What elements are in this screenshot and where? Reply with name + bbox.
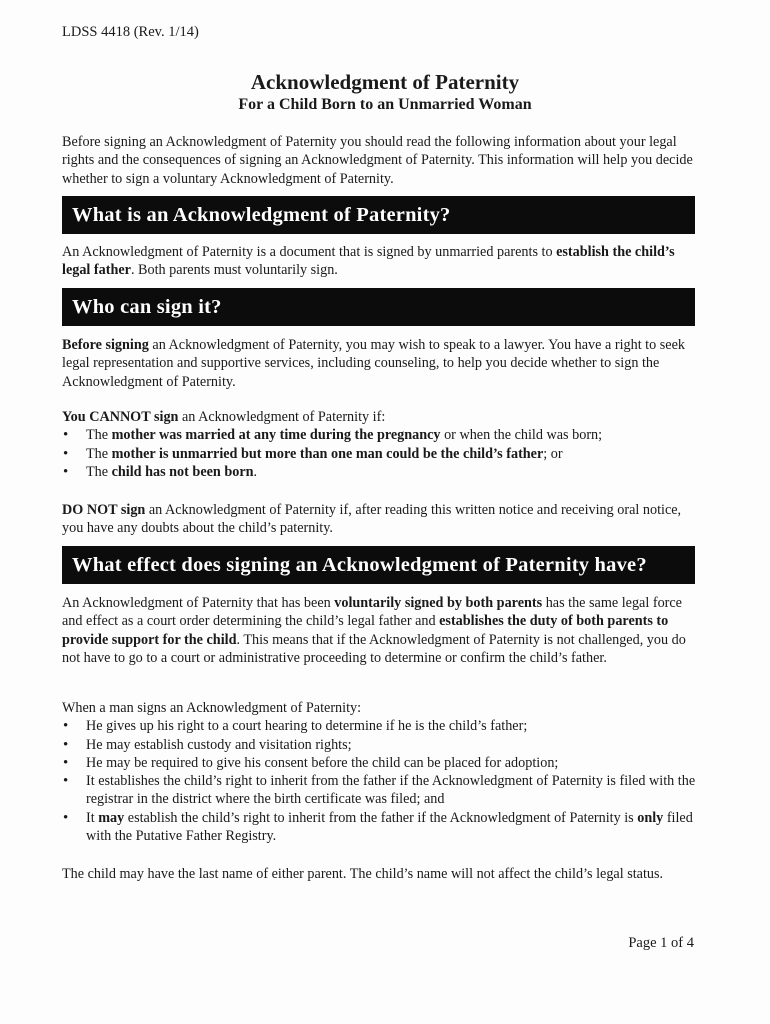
when-man-signs-list: [62, 699, 702, 845]
page-subtitle: For a Child Born to an Unmarried Woman: [238, 96, 532, 113]
list-item: • He may be required to give his consent before the child can be placed for adoption;: [62, 754, 702, 772]
list-item: • The mother was married at any time during the pregnancy or when the child was born;: [62, 426, 702, 444]
effect-paragraph: An Acknowledgment of Paternity that has been voluntarily signed by both parents has the same legal force and effect as a court order determining the child’s legal father and establishes the duty of both parents to provide support for the child. This means that if the Acknowledgment of Paternity is not challenged, you do not have to go to a court or administrative proceeding to determine or confirm the child’s father.: [62, 595, 686, 666]
before-signing-paragraph: Before signing an Acknowledgment of Paternity, you may wish to speak to a lawyer. You have a right to seek legal representation and supportive services, including counseling, to help you decide whether to sign the Acknowledgment of Paternity.: [62, 337, 685, 390]
page-number: Page 1 of 4: [628, 935, 694, 951]
list-item: • The mother is unmarried but more than one man could be the child’s father; or: [62, 445, 702, 463]
page-title: Acknowledgment of Paternity: [250, 70, 520, 94]
section-heading-what-is: What is an Acknowledgment of Paternity?: [62, 196, 695, 234]
section-effect-body: [62, 594, 702, 667]
section-who-can-sign-body: [62, 336, 702, 391]
do-not-sign-paragraph: DO NOT sign an Acknowledgment of Paternity if, after reading this written notice and receiving oral notice, you have any doubts about the child’s paternity.: [62, 502, 682, 537]
cannot-sign-list: [62, 408, 702, 481]
section-heading-effect: What effect does signing an Acknowledgment of Paternity have?: [62, 546, 695, 584]
closing-paragraph: The child may have the last name of either parent. The child’s name will not affect the child’s legal status.: [62, 866, 664, 882]
section-heading-who-can-sign: Who can sign it?: [62, 288, 695, 326]
list-item: • He may establish custody and visitation rights;: [62, 736, 702, 754]
form-id: LDSS 4418 (Rev. 1/14): [62, 24, 199, 40]
list-item: • He gives up his right to a court hearing to determine if he is the child’s father;: [62, 717, 702, 735]
cannot-sign-lead: You CANNOT sign an Acknowledgment of Paternity if:: [62, 409, 386, 425]
list-item: • It establishes the child’s right to inherit from the father if the Acknowledgment of Paternity is filed with the registrar in the district where the birth certificate was filed; and: [62, 772, 702, 809]
when-man-signs-lead: When a man signs an Acknowledgment of Paternity:: [62, 700, 362, 716]
intro-paragraph: [62, 133, 702, 188]
list-item: • The child has not been born.: [62, 463, 702, 481]
intro-text: Before signing an Acknowledgment of Paternity you should read the following information about your legal rights and the consequences of signing an Acknowledgment of Paternity. This information will help you decide whether to sign a voluntary Acknowledgment of Paternity.: [62, 134, 693, 187]
list-item: • It may establish the child’s right to inherit from the father if the Acknowledgment of Paternity is only filed with the Putative Father Registry.: [62, 809, 702, 846]
section-what-is-body: [62, 243, 702, 280]
what-is-paragraph: An Acknowledgment of Paternity is a document that is signed by unmarried parents to establish the child’s legal father. Both parents must voluntarily sign.: [62, 244, 675, 279]
